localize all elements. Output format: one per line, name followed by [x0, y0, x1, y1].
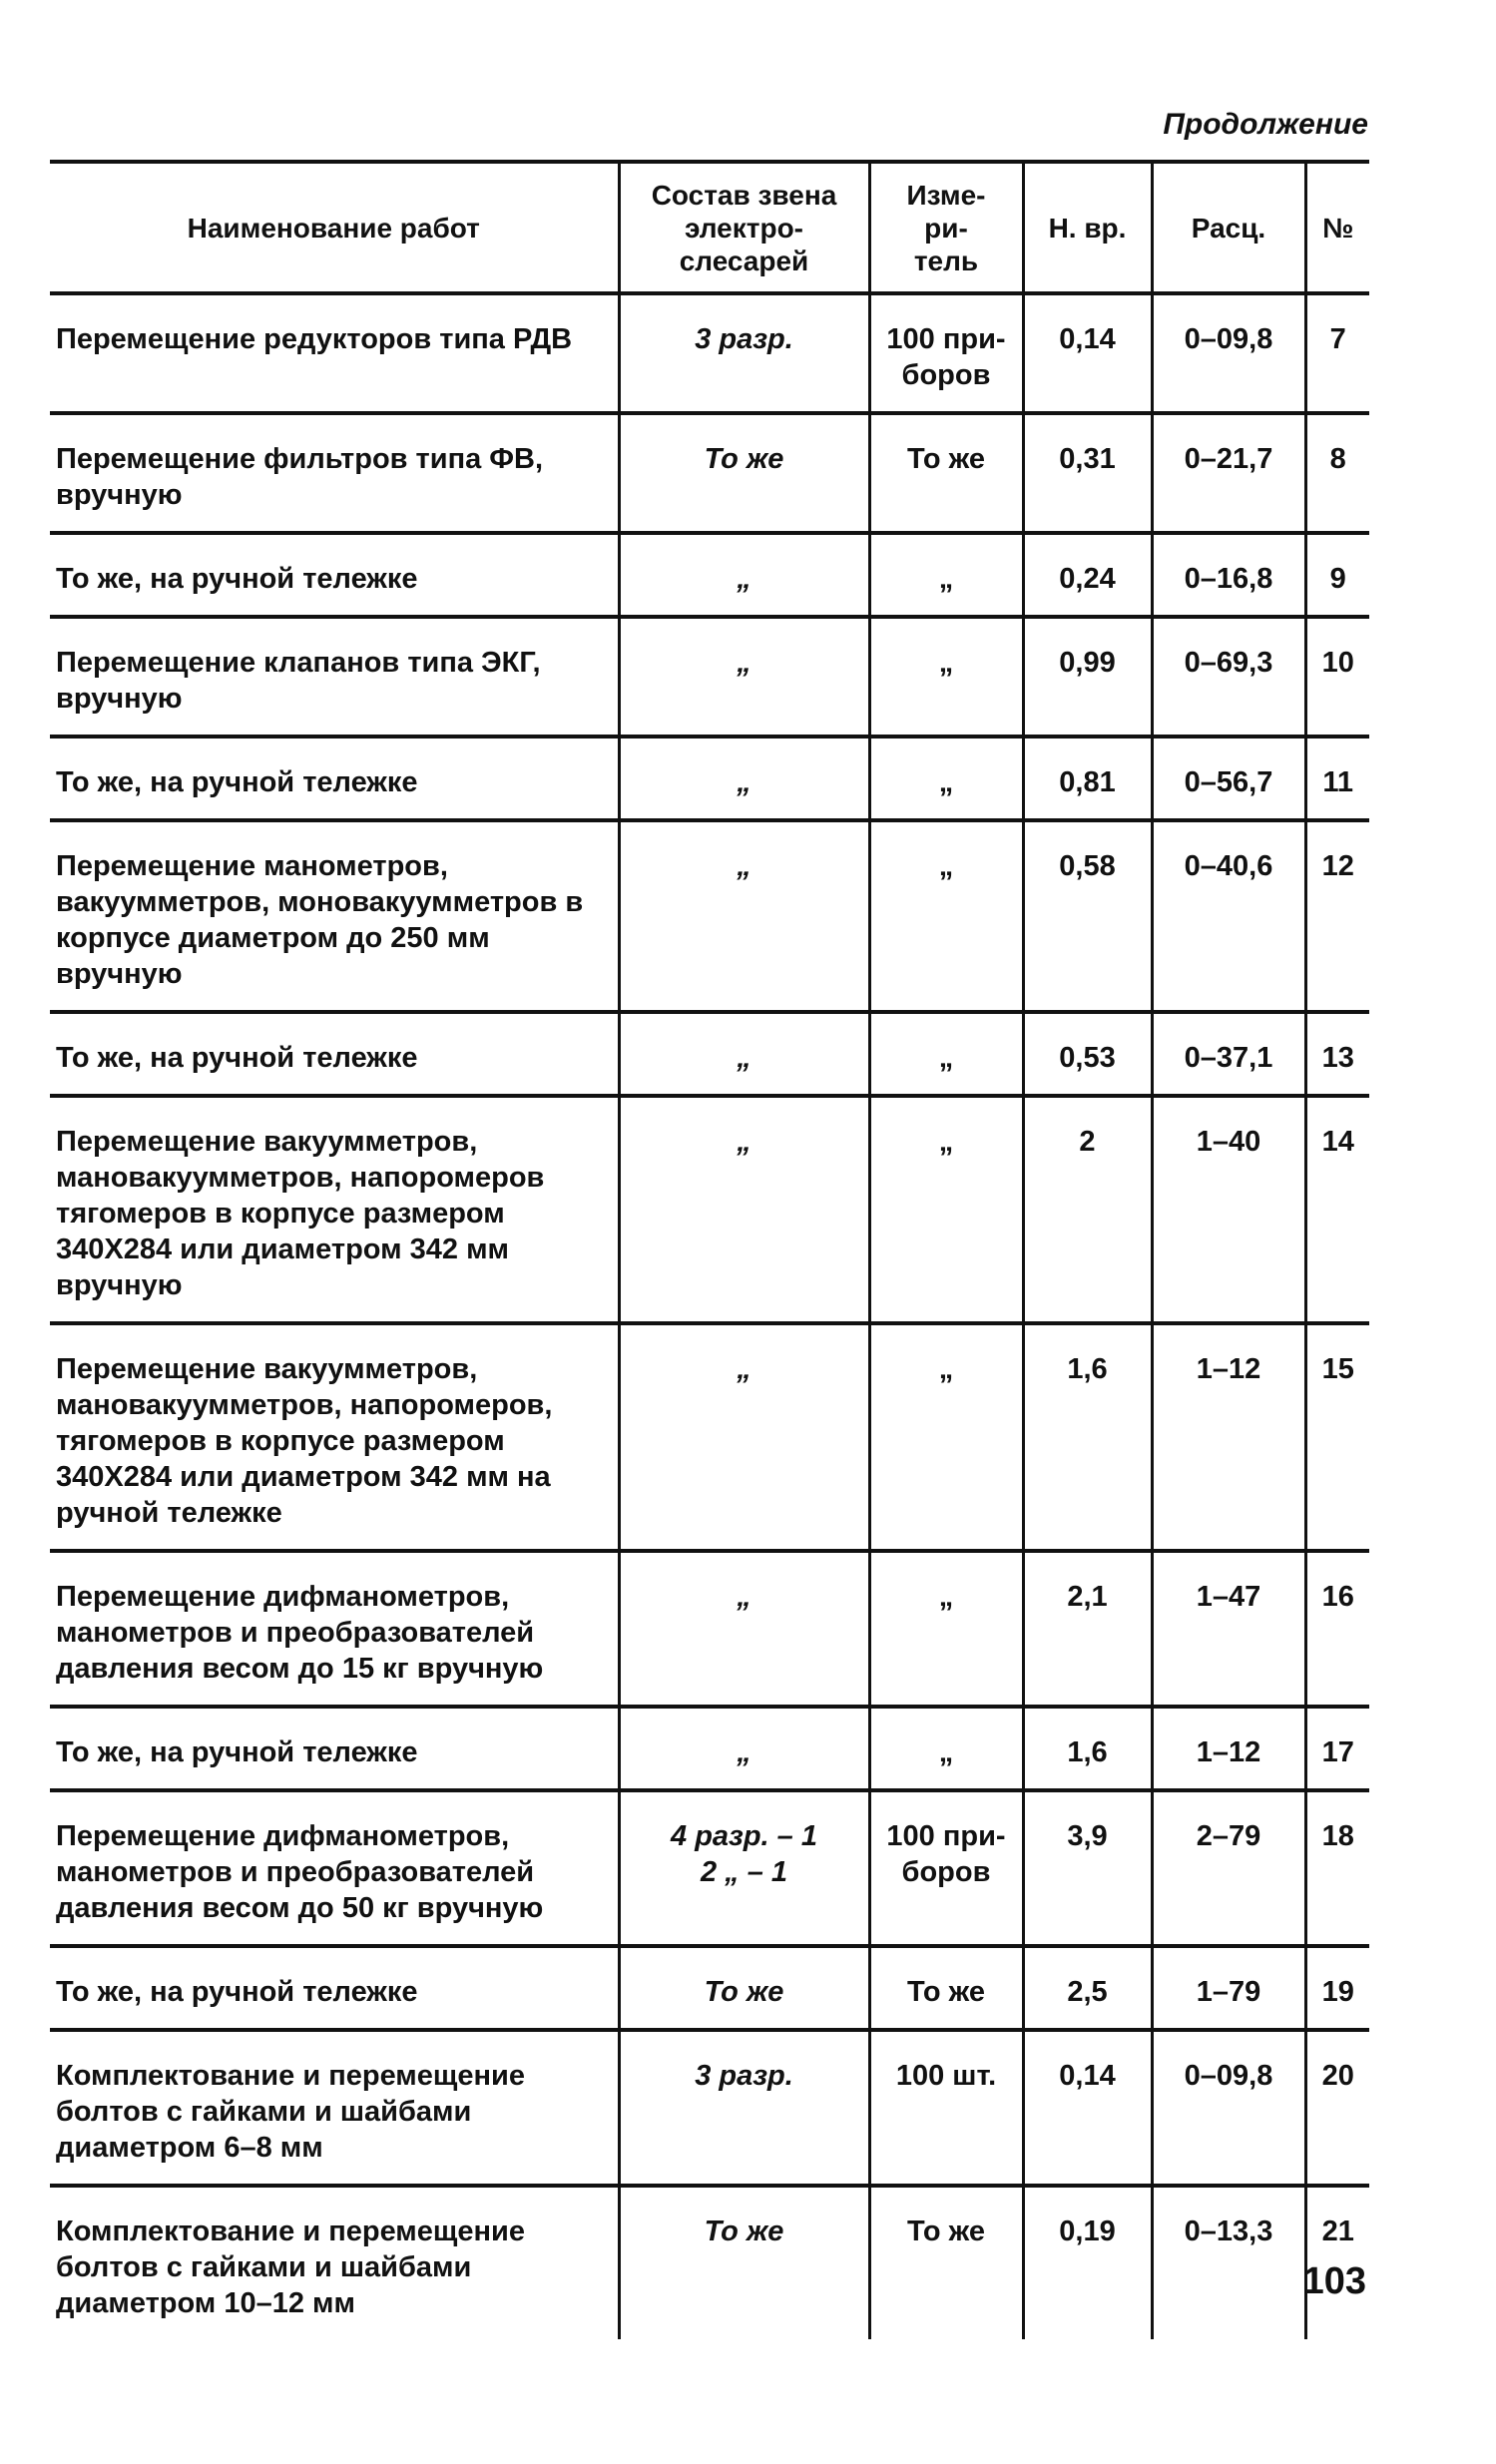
cell-work-name: То же, на ручной тележке — [56, 563, 418, 595]
cell-rate: 0–69,3 — [1152, 617, 1305, 737]
cell-crew: „ — [619, 1323, 869, 1551]
table-row — [50, 1946, 1369, 2030]
cell-crew: 4 разр. – 1 2 „ – 1 — [619, 1790, 869, 1946]
cell-work-name: То же, на ручной тележке — [56, 1042, 418, 1074]
cell-number: 13 — [1305, 1012, 1369, 1096]
cell-work-name: Комплектование и перемещение болтов с гайками и шайбами диаметром 6–8 мм — [56, 2060, 525, 2164]
cell-time-norm: 0,81 — [1023, 737, 1152, 820]
cell-rate: 0–40,6 — [1152, 820, 1305, 1012]
col-header-crew: Состав звена электро- слесарей — [619, 162, 869, 293]
cell-crew: То же — [619, 1946, 869, 2030]
cell-unit: 100 при- боров — [869, 293, 1023, 413]
cell-rate: 1–12 — [1152, 1323, 1305, 1551]
table-row — [50, 1790, 1369, 1946]
table-row — [50, 1551, 1369, 1707]
cell-unit: „ — [869, 1707, 1023, 1790]
cell-unit: То же — [869, 2186, 1023, 2339]
col-header-unit: Изме- ри- тель — [869, 162, 1023, 293]
cell-number: 10 — [1305, 617, 1369, 737]
cell-unit: „ — [869, 533, 1023, 617]
page-number: 103 — [1302, 2260, 1366, 2302]
col-header-time-norm: Н. вр. — [1023, 162, 1152, 293]
cell-crew: „ — [619, 1096, 869, 1323]
cell-work-name: Перемещение фильтров типа ФВ, вручную — [56, 443, 544, 511]
table-row — [50, 1096, 1369, 1323]
table-header-row — [50, 162, 1369, 293]
cell-number: 15 — [1305, 1323, 1369, 1551]
cell-time-norm: 0,14 — [1023, 293, 1152, 413]
cell-time-norm: 1,6 — [1023, 1707, 1152, 1790]
cell-work-name: Перемещение дифманометров, манометров и преобразователей давления весом до 15 кг вручную — [56, 1581, 544, 1685]
cell-rate: 0–37,1 — [1152, 1012, 1305, 1096]
table-row — [50, 1707, 1369, 1790]
cell-unit: То же — [869, 413, 1023, 533]
cell-rate: 0–21,7 — [1152, 413, 1305, 533]
cell-unit: „ — [869, 617, 1023, 737]
cell-work-name: То же, на ручной тележке — [56, 1976, 418, 2008]
cell-number: 14 — [1305, 1096, 1369, 1323]
cell-number: 7 — [1305, 293, 1369, 413]
cell-crew: „ — [619, 1551, 869, 1707]
cell-rate: 0–56,7 — [1152, 737, 1305, 820]
cell-crew: „ — [619, 737, 869, 820]
cell-crew: 3 разр. — [619, 2030, 869, 2186]
cell-work-name: Перемещение вакуумметров, мановакуумметров, напоромеров тягомеров в корпусе размером 340Х284 или диаметром 342 мм вручную — [56, 1126, 545, 1301]
cell-number: 17 — [1305, 1707, 1369, 1790]
cell-work-name: То же, на ручной тележке — [56, 1736, 418, 1768]
cell-number: 18 — [1305, 1790, 1369, 1946]
cell-time-norm: 0,14 — [1023, 2030, 1152, 2186]
table-row — [50, 1012, 1369, 1096]
cell-time-norm: 0,24 — [1023, 533, 1152, 617]
table-row — [50, 820, 1369, 1012]
cell-unit: „ — [869, 1551, 1023, 1707]
cell-number: 11 — [1305, 737, 1369, 820]
cell-number: 20 — [1305, 2030, 1369, 2186]
cell-unit: „ — [869, 737, 1023, 820]
cell-rate: 2–79 — [1152, 1790, 1305, 1946]
table-row — [50, 293, 1369, 413]
cell-number: 21 — [1305, 2186, 1369, 2339]
table-row — [50, 1323, 1369, 1551]
cell-unit: 100 при- боров — [869, 1790, 1023, 1946]
cell-work-name: Перемещение редукторов типа РДВ — [56, 323, 573, 355]
table-row — [50, 413, 1369, 533]
col-header-rate: Расц. — [1152, 162, 1305, 293]
cell-work-name: То же, на ручной тележке — [56, 766, 418, 798]
cell-rate: 1–47 — [1152, 1551, 1305, 1707]
table-row — [50, 737, 1369, 820]
table-row — [50, 533, 1369, 617]
cell-time-norm: 2,1 — [1023, 1551, 1152, 1707]
cell-rate: 0–09,8 — [1152, 293, 1305, 413]
cell-crew: „ — [619, 820, 869, 1012]
cell-time-norm: 3,9 — [1023, 1790, 1152, 1946]
norms-table — [50, 160, 1369, 2339]
table-row — [50, 617, 1369, 737]
cell-unit: „ — [869, 1096, 1023, 1323]
cell-rate: 0–09,8 — [1152, 2030, 1305, 2186]
cell-crew: 3 разр. — [619, 293, 869, 413]
cell-time-norm: 2,5 — [1023, 1946, 1152, 2030]
cell-work-name: Перемещение вакуумметров, мановакуумметров, напоромеров, тягомеров в корпусе размером 340Х284 или диаметром 342 мм на ручной тележке — [56, 1353, 553, 1529]
cell-number: 19 — [1305, 1946, 1369, 2030]
cell-work-name: Перемещение манометров, вакуумметров, моновакуумметров в корпусе диаметром до 250 мм вручную — [56, 850, 584, 990]
cell-rate: 0–16,8 — [1152, 533, 1305, 617]
cell-time-norm: 0,19 — [1023, 2186, 1152, 2339]
cell-rate: 0–13,3 — [1152, 2186, 1305, 2339]
cell-time-norm: 0,58 — [1023, 820, 1152, 1012]
cell-crew: То же — [619, 413, 869, 533]
cell-time-norm: 2 — [1023, 1096, 1152, 1323]
cell-number: 12 — [1305, 820, 1369, 1012]
continuation-note: Продолжение — [1163, 108, 1368, 141]
cell-unit: „ — [869, 1012, 1023, 1096]
cell-crew: „ — [619, 1012, 869, 1096]
cell-unit: То же — [869, 1946, 1023, 2030]
cell-crew: „ — [619, 1707, 869, 1790]
cell-rate: 1–40 — [1152, 1096, 1305, 1323]
cell-work-name: Перемещение клапанов типа ЭКГ, вручную — [56, 647, 541, 715]
cell-number: 9 — [1305, 533, 1369, 617]
cell-time-norm: 0,31 — [1023, 413, 1152, 533]
cell-unit: „ — [869, 820, 1023, 1012]
table-row — [50, 2186, 1369, 2339]
cell-crew: „ — [619, 617, 869, 737]
cell-crew: То же — [619, 2186, 869, 2339]
cell-work-name: Комплектование и перемещение болтов с гайками и шайбами диаметром 10–12 мм — [56, 2216, 525, 2319]
cell-work-name: Перемещение дифманометров, манометров и преобразователей давления весом до 50 кг вручную — [56, 1820, 544, 1924]
cell-time-norm: 1,6 — [1023, 1323, 1152, 1551]
cell-rate: 1–12 — [1152, 1707, 1305, 1790]
table-row — [50, 2030, 1369, 2186]
col-header-number: № — [1305, 162, 1369, 293]
cell-unit: 100 шт. — [869, 2030, 1023, 2186]
cell-crew: „ — [619, 533, 869, 617]
cell-time-norm: 0,53 — [1023, 1012, 1152, 1096]
cell-number: 8 — [1305, 413, 1369, 533]
cell-number: 16 — [1305, 1551, 1369, 1707]
cell-time-norm: 0,99 — [1023, 617, 1152, 737]
col-header-work-name: Наименование работ — [187, 212, 480, 244]
cell-unit: „ — [869, 1323, 1023, 1551]
cell-rate: 1–79 — [1152, 1946, 1305, 2030]
